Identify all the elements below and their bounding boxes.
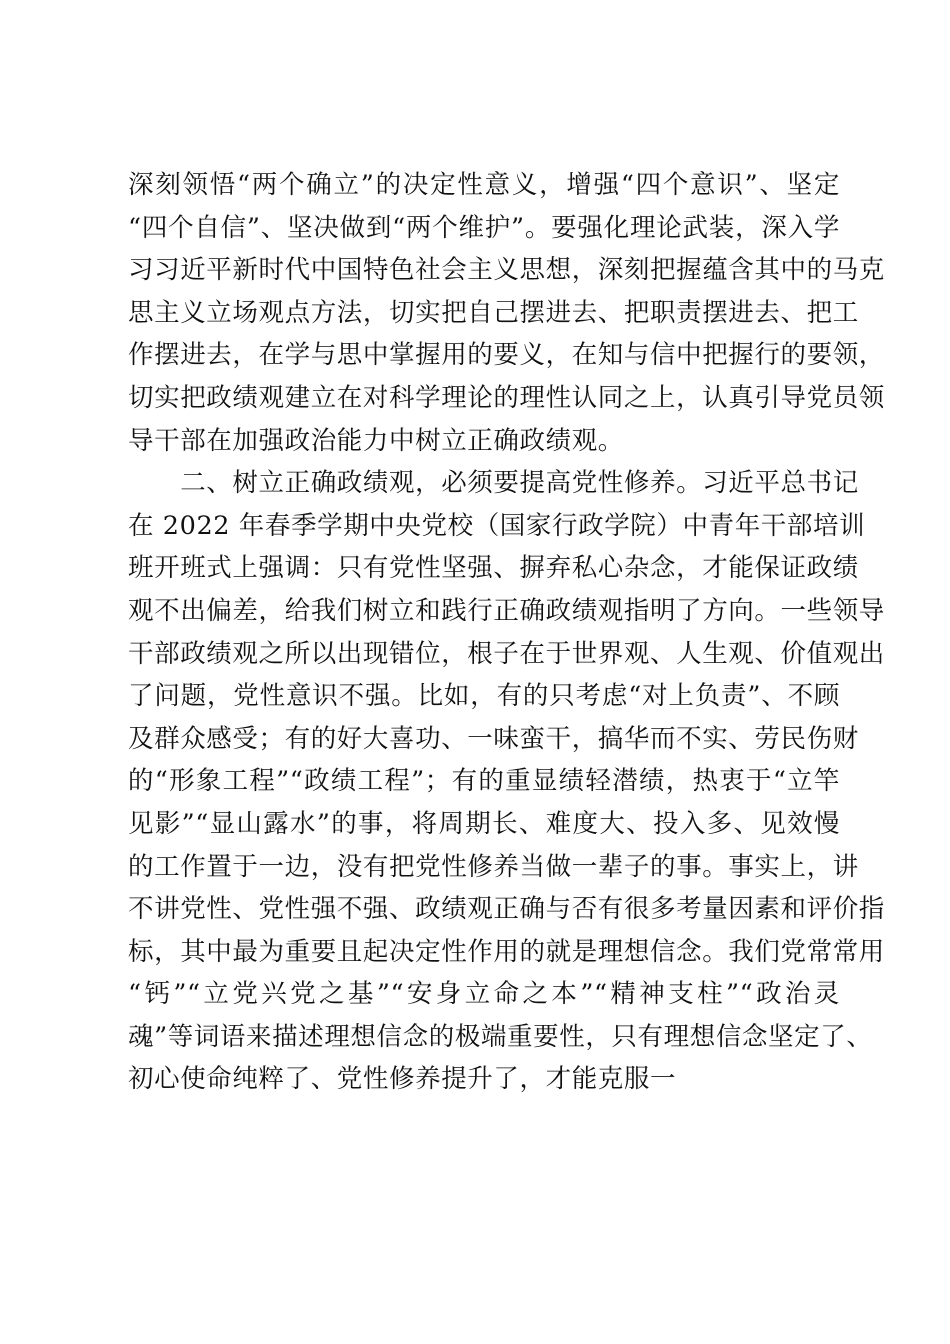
text-line: 切实把政绩观建立在对科学理论的理性认同之上，认真引导党员领: [128, 382, 885, 413]
text-line: 班开班式上强调：只有党性坚强、摒弃私心杂念，才能保证政绩: [128, 553, 859, 584]
text-line: 的“形象工程”“政绩工程”；有的重显绩轻潜绩，热衷于“立竿: [128, 766, 840, 797]
text-line: “四个自信”、坚决做到“两个维护”。要强化理论武装，深入学: [128, 212, 840, 243]
text-line: “钙”“立党兴党之基”“安身立命之本”“精神支柱”“政治灵: [128, 979, 840, 1010]
text-line: 在 2022 年春季学期中央党校（国家行政学院）中青年干部培训: [128, 510, 866, 541]
text-line: 二、树立正确政绩观，必须要提高党性修养。习近平总书记: [128, 468, 859, 499]
text-line: 标，其中最为重要且起决定性作用的就是理想信念。我们党常常用: [128, 936, 885, 967]
document-page: [128, 164, 885, 1101]
text-line: 习习近平新时代中国特色社会主义思想，深刻把握蕴含其中的马克: [128, 255, 885, 286]
text-line: 见影”“显山露水”的事，将周期长、难度大、投入多、见效慢: [128, 808, 840, 839]
text-line: 深刻领悟“两个确立”的决定性意义，增强“四个意识”、坚定: [128, 170, 840, 200]
text-line: 观不出偏差，给我们树立和践行正确政绩观指明了方向。一些领导: [128, 595, 885, 626]
paragraph-2: [128, 462, 885, 1101]
text-line: 作摆进去，在学与思中掌握用的要义，在知与信中把握行的要领，: [128, 340, 885, 371]
text-line: 的工作置于一边，没有把党性修养当做一辈子的事。事实上，讲: [128, 851, 859, 882]
text-line: 导干部在加强政治能力中树立正确政绩观。: [128, 425, 624, 456]
text-line: 不讲党性、党性强不强、政绩观正确与否有很多考量因素和评价指: [128, 894, 885, 925]
text-line: 干部政绩观之所以出现错位，根子在于世界观、人生观、价值观出: [128, 638, 885, 669]
paragraph-1: [128, 164, 885, 462]
text-line: 思主义立场观点方法，切实把自己摆进去、把职责摆进去、把工: [128, 297, 859, 328]
text-line: 初心使命纯粹了、党性修养提升了，才能克服一: [128, 1064, 677, 1095]
text-line: 及群众感受；有的好大喜功、一味蛮干，搞华而不实、劳民伤财: [128, 723, 859, 754]
text-line: 了问题，党性意识不强。比如，有的只考虑“对上负责”、不顾: [128, 681, 840, 712]
text-line: 魂”等词语来描述理想信念的极端重要性，只有理想信念坚定了、: [128, 1021, 873, 1052]
